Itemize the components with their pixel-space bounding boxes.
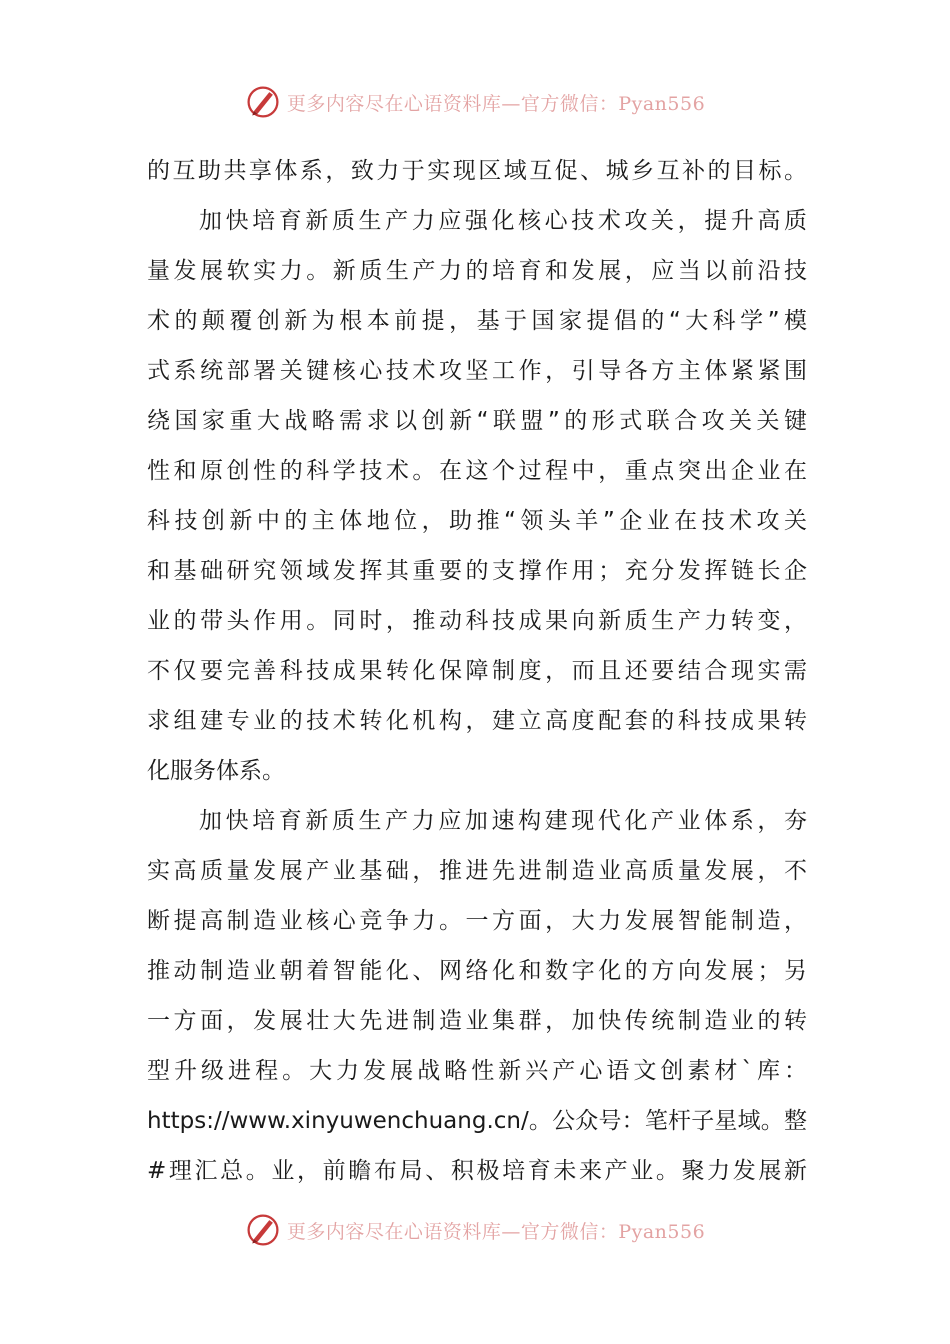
header-watermark-text: 更多内容尽在心语资料库—官方微信：Pyan556 xyxy=(286,92,706,115)
paragraph-start: 加快培育新质生产力应强化核心技术攻关，提升高质 xyxy=(199,208,807,234)
text-line: 不仅要完善科技成果转化保障制度，而且还要结合现实需 xyxy=(147,658,807,684)
text-line: 科技创新中的主体地位，助推“领头羊”企业在技术攻关 xyxy=(147,508,807,534)
text-line: 实高质量发展产业基础，推进先进制造业高质量发展，不 xyxy=(147,858,807,884)
text-line: 性和原创性的科学技术。在这个过程中，重点突出企业在 xyxy=(147,458,807,484)
text-line: 一方面，发展壮大先进制造业集群，加快传统制造业的转 xyxy=(147,1008,807,1034)
text-line: 推动制造业朝着智能化、网络化和数字化的方向发展；另 xyxy=(147,958,807,984)
paragraph-end: 化服务体系。 xyxy=(147,758,285,784)
text-line: 的互助共享体系，致力于实现区域互促、城乡互补的目标。 xyxy=(147,158,807,184)
text-line: #理汇总。业，前瞻布局、积极培育未来产业。聚力发展新 xyxy=(147,1158,807,1184)
pen-logo-icon xyxy=(245,84,281,120)
text-line: 业的带头作用。同时，推动科技成果向新质生产力转变， xyxy=(147,608,807,634)
text-line: 断提高制造业核心竞争力。一方面，大力发展智能制造， xyxy=(147,908,807,934)
footer-watermark-text: 更多内容尽在心语资料库—官方微信：Pyan556 xyxy=(286,1220,706,1243)
text-line: https://www.xinyuwenchuang.cn/。公众号：笔杆子星域。整 xyxy=(147,1108,807,1134)
document-body xyxy=(147,146,807,1196)
text-line: 术的颠覆创新为根本前提，基于国家提倡的“大科学”模 xyxy=(147,308,807,334)
text-line: 式系统部署关键核心技术攻坚工作，引导各方主体紧紧围 xyxy=(147,358,807,384)
text-line: 和基础研究领域发挥其重要的支撑作用；充分发挥链长企 xyxy=(147,558,807,584)
footer-watermark xyxy=(0,1208,950,1252)
pen-logo-icon xyxy=(245,1212,281,1248)
paragraph-start: 加快培育新质生产力应加速构建现代化产业体系，夯 xyxy=(199,808,807,834)
text-line: 绕国家重大战略需求以创新“联盟”的形式联合攻关关键 xyxy=(147,408,807,434)
header-watermark xyxy=(0,80,950,124)
text-line: 量发展软实力。新质生产力的培育和发展，应当以前沿技 xyxy=(147,258,807,284)
text-line: 求组建专业的技术转化机构，建立高度配套的科技成果转 xyxy=(147,708,807,734)
text-line: 型升级进程。大力发展战略性新兴产心语文创素材`库： xyxy=(147,1058,807,1084)
